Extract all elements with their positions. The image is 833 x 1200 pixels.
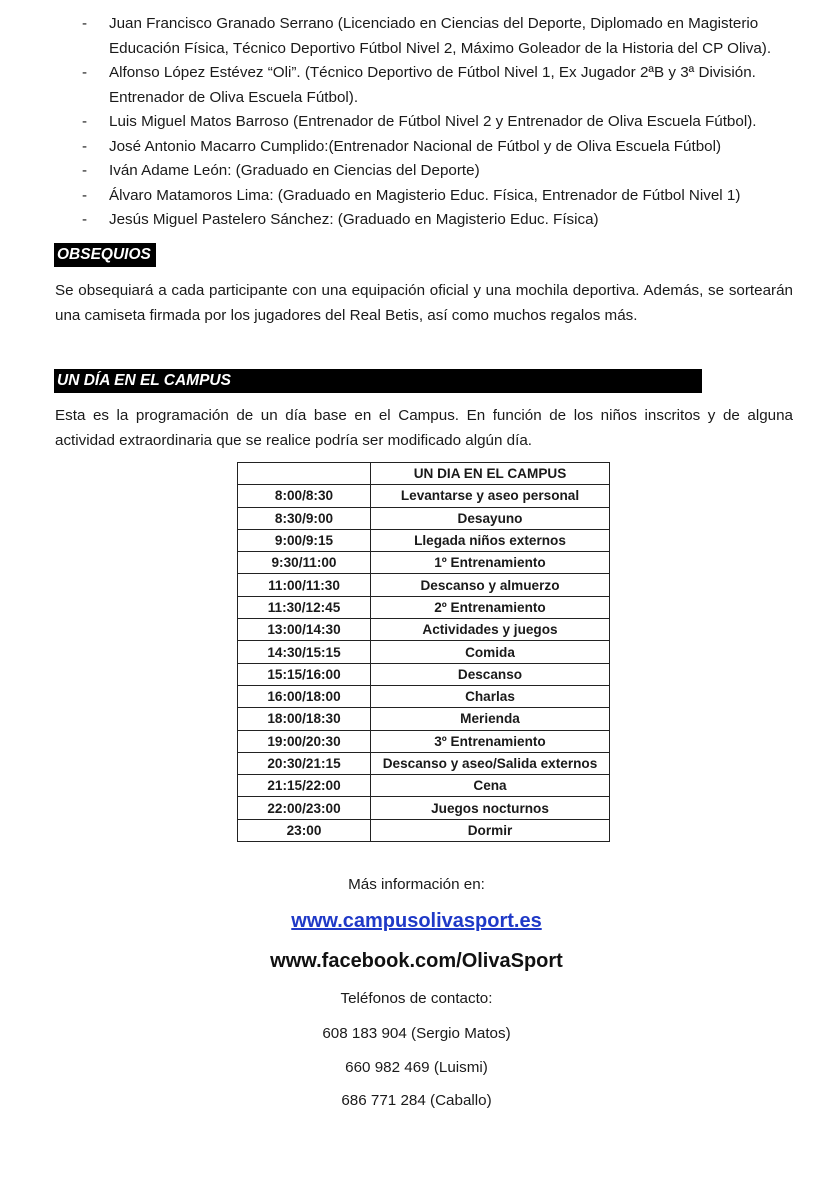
list-dash: - bbox=[82, 162, 88, 179]
schedule-time-cell: 11:30/12:45 bbox=[238, 596, 371, 618]
more-info-label: Más información en: bbox=[348, 876, 485, 893]
facebook-link[interactable]: www.facebook.com/OlivaSport bbox=[270, 950, 563, 972]
staff-item bbox=[80, 184, 800, 209]
section-title-un-dia: UN DÍA EN EL CAMPUS bbox=[54, 369, 702, 393]
staff-line: Juan Francisco Granado Serrano (Licenciado en Ciencias del Deporte, Diplomado en Magisterio bbox=[109, 15, 759, 32]
schedule-time-cell: 18:00/18:30 bbox=[238, 708, 371, 730]
schedule-activity-cell: Levantarse y aseo personal bbox=[371, 485, 610, 507]
schedule-row bbox=[238, 596, 610, 618]
schedule-activity-cell: Charlas bbox=[371, 685, 610, 707]
schedule-row bbox=[238, 752, 610, 774]
schedule-row bbox=[238, 819, 610, 841]
schedule-activity-cell: 1º Entrenamiento bbox=[371, 552, 610, 574]
schedule-row bbox=[238, 663, 610, 685]
schedule-activity-cell: Descanso bbox=[371, 663, 610, 685]
schedule-time-cell: 23:00 bbox=[238, 819, 371, 841]
website-link[interactable]: www.campusolivasport.es bbox=[291, 910, 542, 932]
schedule-activity-cell: Juegos nocturnos bbox=[371, 797, 610, 819]
staff-line: Jesús Miguel Pastelero Sánchez: (Graduado en Magisterio Educ. Física) bbox=[109, 211, 599, 228]
schedule-time-cell: 21:15/22:00 bbox=[238, 775, 371, 797]
schedule-time-cell: 19:00/20:30 bbox=[238, 730, 371, 752]
schedule-header-activity: UN DIA EN EL CAMPUS bbox=[371, 463, 610, 485]
schedule-row bbox=[238, 574, 610, 596]
staff-line: Educación Física, Técnico Deportivo Fútbol Nivel 2, Máximo Goleador de la Historia del CP Oliva). bbox=[109, 39, 772, 57]
schedule-header-row bbox=[238, 463, 610, 485]
schedule-row bbox=[238, 529, 610, 551]
phone-number: 608 183 904 (Sergio Matos) bbox=[322, 1025, 511, 1042]
staff-item bbox=[80, 61, 800, 110]
schedule-row bbox=[238, 507, 610, 529]
schedule-time-cell: 13:00/14:30 bbox=[238, 619, 371, 641]
staff-list bbox=[80, 12, 800, 233]
phones-title: Teléfonos de contacto: bbox=[340, 990, 493, 1007]
staff-line: Luis Miguel Matos Barroso (Entrenador de Fútbol Nivel 2 y Entrenador de Oliva Escuela Fútbol). bbox=[109, 113, 757, 130]
staff-item bbox=[80, 159, 800, 184]
schedule-header-time bbox=[238, 463, 371, 485]
schedule-row bbox=[238, 641, 610, 663]
staff-item bbox=[80, 110, 800, 135]
section-title-obsequios: OBSEQUIOS bbox=[54, 243, 156, 267]
staff-line: Iván Adame León: (Graduado en Ciencias del Deporte) bbox=[109, 162, 480, 179]
schedule-activity-cell: Descanso y aseo/Salida externos bbox=[371, 752, 610, 774]
staff-item bbox=[80, 135, 800, 160]
schedule-activity-cell: Merienda bbox=[371, 708, 610, 730]
schedule-activity-cell: 3º Entrenamiento bbox=[371, 730, 610, 752]
staff-line: Entrenador de Oliva Escuela Fútbol). bbox=[109, 88, 359, 106]
schedule-time-cell: 20:30/21:15 bbox=[238, 752, 371, 774]
schedule-time-cell: 22:00/23:00 bbox=[238, 797, 371, 819]
list-dash: - bbox=[82, 186, 88, 204]
schedule-time-cell: 14:30/15:15 bbox=[238, 641, 371, 663]
schedule-row bbox=[238, 552, 610, 574]
schedule-table bbox=[237, 462, 610, 842]
staff-item bbox=[80, 12, 800, 61]
phone-number: 660 982 469 (Luismi) bbox=[345, 1059, 488, 1076]
obsequios-paragraph: Se obsequiará a cada participante con una equipación oficial y una mochila deportiva. Además, se sortearán una camiseta firmada por los jugadores del Real Betis, así como muchos regalos más. bbox=[55, 282, 793, 324]
schedule-activity-cell: Actividades y juegos bbox=[371, 619, 610, 641]
schedule-time-cell: 11:00/11:30 bbox=[238, 574, 371, 596]
schedule-activity-cell: Desayuno bbox=[371, 507, 610, 529]
list-dash: - bbox=[82, 137, 88, 155]
list-dash: - bbox=[82, 15, 88, 32]
schedule-time-cell: 9:30/11:00 bbox=[238, 552, 371, 574]
un-dia-paragraph: Esta es la programación de un día base en el Campus. En función de los niños inscritos y de alguna actividad extraordinaria que se realice podría ser modificado algún día. bbox=[55, 407, 793, 449]
schedule-row bbox=[238, 619, 610, 641]
schedule-row bbox=[238, 685, 610, 707]
staff-line: Alfonso López Estévez “Oli”. (Técnico Deportivo de Fútbol Nivel 1, Ex Jugador 2ªB y 3ª División. bbox=[109, 64, 756, 81]
schedule-activity-cell: Comida bbox=[371, 641, 610, 663]
schedule-activity-cell: Llegada niños externos bbox=[371, 529, 610, 551]
schedule-row bbox=[238, 797, 610, 819]
schedule-time-cell: 9:00/9:15 bbox=[238, 529, 371, 551]
schedule-row bbox=[238, 485, 610, 507]
list-dash: - bbox=[82, 64, 88, 81]
schedule-time-cell: 8:30/9:00 bbox=[238, 507, 371, 529]
schedule-row bbox=[238, 775, 610, 797]
staff-item bbox=[80, 208, 800, 233]
schedule-time-cell: 15:15/16:00 bbox=[238, 663, 371, 685]
list-dash: - bbox=[82, 211, 88, 228]
schedule-activity-cell: Cena bbox=[371, 775, 610, 797]
phone-number: 686 771 284 (Caballo) bbox=[341, 1092, 492, 1109]
schedule-row bbox=[238, 708, 610, 730]
schedule-activity-cell: Dormir bbox=[371, 819, 610, 841]
schedule-activity-cell: Descanso y almuerzo bbox=[371, 574, 610, 596]
schedule-activity-cell: 2º Entrenamiento bbox=[371, 596, 610, 618]
schedule-time-cell: 16:00/18:00 bbox=[238, 685, 371, 707]
list-dash: - bbox=[82, 113, 88, 130]
staff-line: Álvaro Matamoros Lima: (Graduado en Magisterio Educ. Física, Entrenador de Fútbol Nivel 1) bbox=[109, 186, 741, 204]
schedule-time-cell: 8:00/8:30 bbox=[238, 485, 371, 507]
schedule-row bbox=[238, 730, 610, 752]
staff-line: José Antonio Macarro Cumplido:(Entrenador Nacional de Fútbol y de Oliva Escuela Fútbol) bbox=[109, 137, 722, 155]
